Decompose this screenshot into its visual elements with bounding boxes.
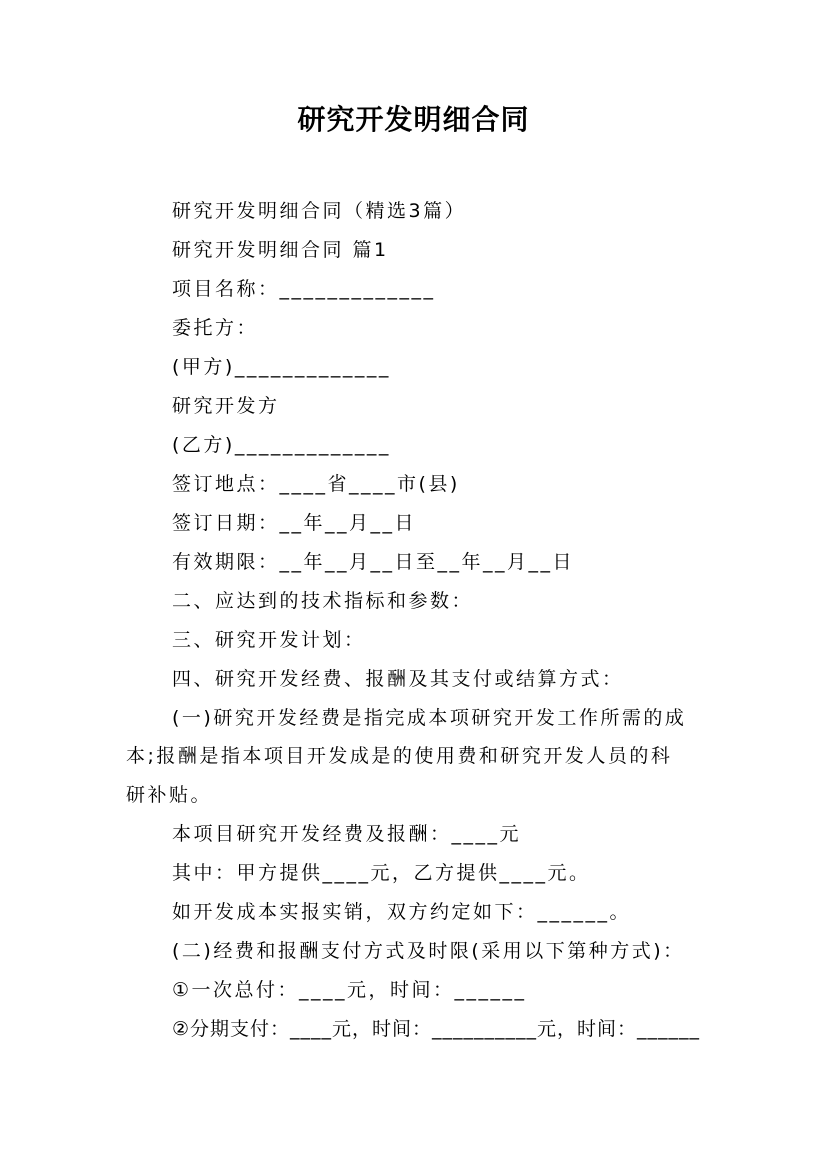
clause-2-heading: 二、应达到的技术指标和参数： [172,590,474,612]
project-name-field: 项目名称：_____________ [172,278,436,300]
clause-3-heading: 三、研究开发计划： [172,629,366,651]
validity-period-field: 有效期限：__年__月__日至__年__月__日 [172,551,575,573]
client-label: 委托方： [172,317,259,339]
signing-date-field: 签订日期：__年__月__日 [172,512,417,534]
funding-amount-field: 本项目研究开发经费及报酬：____元 [172,823,522,845]
payment-method-heading: (二)经费和报酬支付方式及时限(采用以下第种方式)： [172,940,685,962]
section-heading: 研究开发明细合同 篇1 [172,239,389,261]
lump-sum-field: ①一次总付：____元，时间：______ [172,979,527,1001]
document-title: 研究开发明细合同 [297,103,530,136]
document-subtitle: 研究开发明细合同（精选3篇） [172,200,467,222]
party-a-field: (甲方)_____________ [172,356,391,378]
party-b-field: (乙方)_____________ [172,434,391,456]
developer-label: 研究开发方 [172,395,280,417]
clause-4-heading: 四、研究开发经费、报酬及其支付或结算方式： [172,668,624,690]
funding-split-field: 其中：甲方提供____元，乙方提供____元。 [172,862,591,884]
signing-place-field: 签订地点：____省____市(县) [172,473,460,495]
paragraph-line: 本;报酬是指本项目开发成是的使用费和研究开发人员的科 [126,745,673,767]
paragraph-line: (一)研究开发经费是指完成本项研究开发工作所需的成 [172,707,687,729]
paragraph-line: 研补贴。 [126,784,213,806]
reimbursement-field: 如开发成本实报实销，双方约定如下：______。 [172,901,632,923]
installment-field: ②分期支付：____元，时间：__________元，时间：______ [172,1018,701,1040]
